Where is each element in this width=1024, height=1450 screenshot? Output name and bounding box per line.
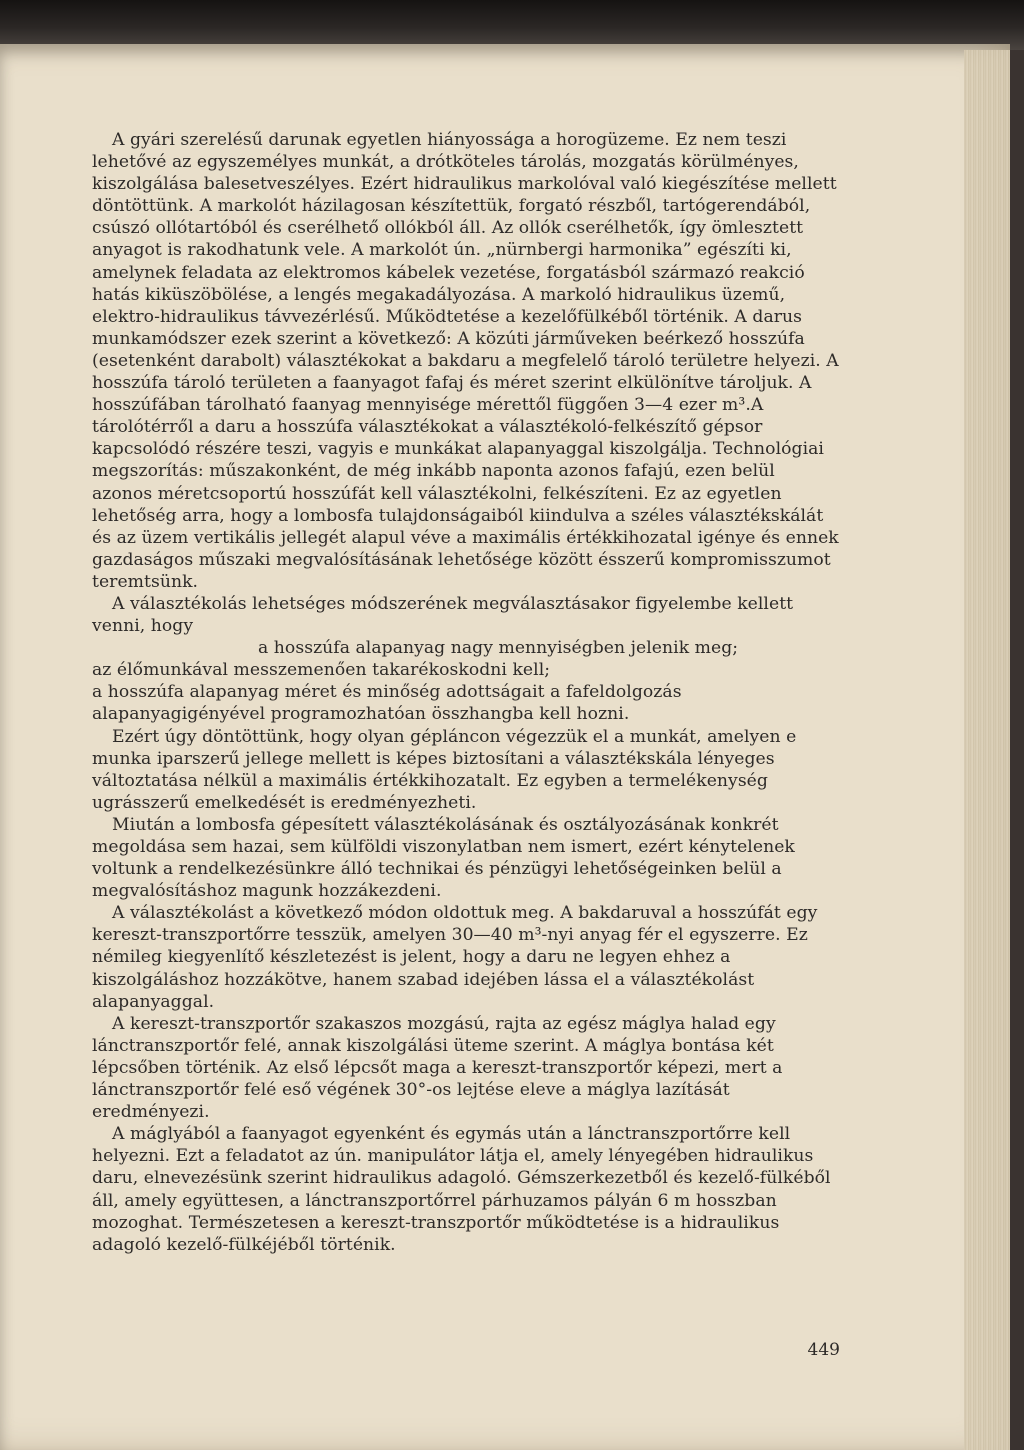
paragraph: A választékolás lehetséges módszerének megválasztásakor figyelembe kellett venni, hogy (92, 593, 794, 637)
page-number: 449 (807, 1340, 840, 1360)
list-item: a hosszúfa alapanyag méret és minőség adottságait a fafeldolgozás alapanyagigényével programozhatóan összhangba kell hozni. (92, 682, 682, 725)
book-cover-edge (1010, 50, 1024, 1450)
paragraph: A kereszt-transzportőr szakaszos mozgású, rajta az egész máglya halad egy lánctranszportőr felé, annak kiszolgálási üteme szerint. A máglya bontása két lépcsőben történik. Az első lépcsőt maga a kereszt-transzportőr képezi, mert a lánctranszportőr felé eső végének 30°-os lejtése eleve a máglya lazítását eredményezi. (92, 1013, 783, 1123)
paragraph: Ezért úgy döntöttünk, hogy olyan gépláncon végezzük el a munkát, amelyen e munka iparszerű jellege mellett is képes biztosítani a választékskála lényeges változtatása nélkül a maximális értékkihozatalt. Ez egyben a termelékenység ugrásszerű emelkedését is eredményezheti. (92, 726, 797, 813)
scan-top-border (0, 0, 1024, 50)
paragraph: Miután a lombosfa gépesített választékolásának és osztályozásának konkrét megoldása sem hazai, sem külföldi viszonylatban nem ismert, ezért kénytelenek voltunk a rendelkezésünkre álló technikai és pénzügyi lehetőségeinken belül a megvalósításhoz magunk hozzákezdeni. (92, 814, 795, 902)
paragraph: A gyári szerelésű darunak egyetlen hiányossága a horogüzeme. Ez nem teszi lehetővé az egyszemélyes munkát, a drótköteles tárolás, mozgatás körülményes, kiszolgálása balesetveszélyes. Ezért hidraulikus markolóval való kiegészítése mellett döntöttünk. A markolót házilagosan készítettük, forgató részből, tartógerendából, csúszó ollótartóból és cserélhető ollókból áll. Az ollók cserélhetők, így ömlesztett anyagot is rakodhatunk vele. A markolót ún. „nürnbergi harmonika” egészíti ki, amelynek feladata az elektromos kábelek vezetése, forgatásból származó reakció hatás kiküszöbölése, a lengés megakadályozása. A markoló hidraulikus üzemű, elektro-hidraulikus távvezérlésű. Működtetése a kezelőfülkéből történik. A darus munkamódszer ezek szerint a következő: A közúti járműveken beérkező hosszúfa (esetenként darabolt) választékokat a bakdaru a megfelelő tároló területre helyezi. A hosszúfa tároló területen a faanyagot fafaj és méret szerint elkülönítve tároljuk. A hosszúfában tárolható faanyag mennyisége mérettől függően 3—4 ezer m³.A tárolótérről a daru a hosszúfa választékokat a választékoló-felkészítő gépsor kapcsolódó részére teszi, vagyis e munkákat alapanyaggal kiszolgálja. Technológiai megszorítás: műszakonként, de még inkább naponta azonos fafajú, ezen belül azonos méretcsoportú hosszúfát kell választékolni, felkészíteni. Ez az egyetlen lehetőség arra, hogy a lombosfa tulajdonságaiból kiindulva a széles választékskálát és az üzem vertikális jellegét alapul véve a maximális értékkihozatal igénye és ennek gazdaságos műszaki megvalósításának lehetősége között ésszerű kompromisszumot teremtsünk. (92, 130, 839, 592)
list-item: a hosszúfa alapanyag nagy mennyiségben jelenik meg; (258, 638, 739, 659)
body-text (92, 129, 839, 1256)
paragraph: A máglyából a faanyagot egyenként és egymás után a lánctranszportőrre kell helyezni. Ezt a feladatot az ún. manipulátor látja el, amely lényegében hidraulikus daru, elnevezésünk szerint hidraulikus adagoló. Gémszerkezetből és kezelő-fülkéből áll, amely együttesen, a lánctranszportőrrel párhuzamos pályán 6 m hosszban mozoghat. Természetesen a kereszt-transzportőr működtetése is a hidraulikus adagoló kezelő-fülkéjéből történik. (92, 1124, 831, 1255)
list-item: az élőmunkával messzemenően takarékoskodni kell; (92, 660, 551, 681)
paragraph: A választékolást a következő módon oldottuk meg. A bakdaruval a hosszúfát egy kereszt-transzportőrre tesszük, amelyen 30—40 m³-nyi anyag fér el egyszerre. Ez némileg kiegyenlítő készletezést is jelent, hogy a daru ne legyen ehhez a kiszolgáláshoz hozzákötve, hanem szabad idejében lássa el a választékolást alapanyaggal. (92, 903, 818, 1012)
